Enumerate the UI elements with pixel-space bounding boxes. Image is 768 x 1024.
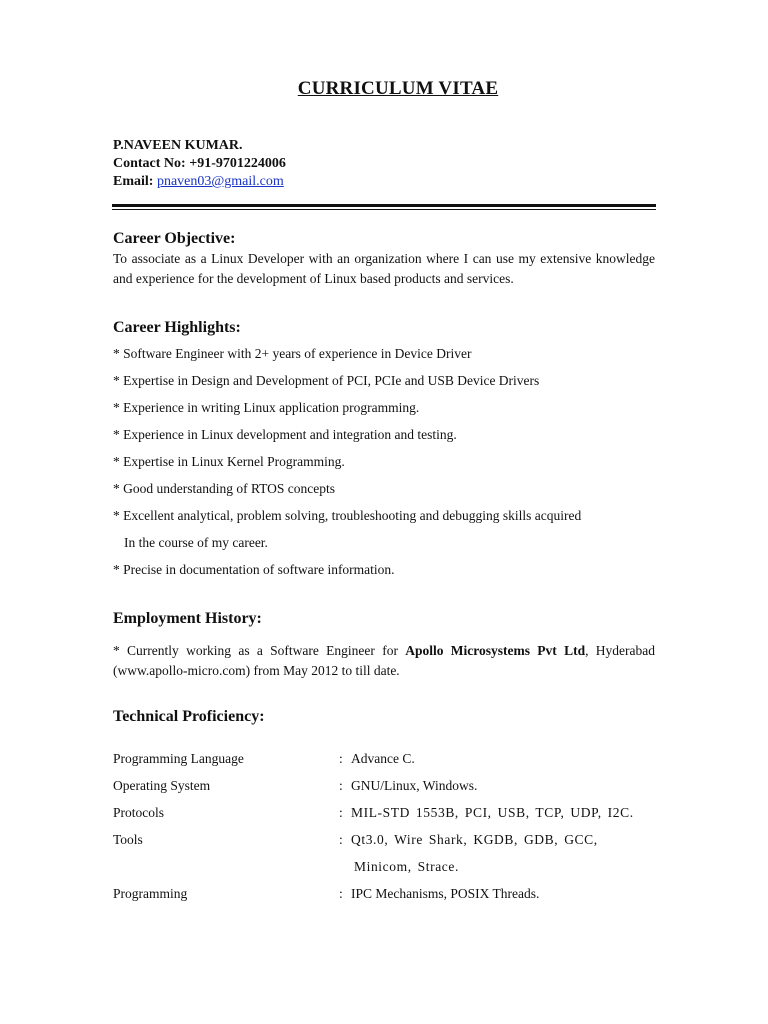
header-divider-thick: [112, 204, 656, 207]
skill-label: Programming: [113, 886, 188, 901]
skill-colon: :: [339, 805, 343, 820]
skill-label: Programming Language: [113, 751, 244, 766]
header-divider-thin: [112, 209, 656, 210]
email-label: Email:: [113, 174, 154, 189]
technical-proficiency-heading: Technical Proficiency:: [113, 708, 265, 725]
employment-suffix: , Hyderabad (www.apollo-micro.com) from May 2012 to till date.: [113, 643, 655, 678]
career-objective-text: To associate as a Linux Developer with an organization where I can use my extensive knowledge and experience for the development of Linux based products and services.: [113, 251, 655, 286]
contact-number-line: [113, 155, 286, 173]
list-item: * Software Engineer with 2+ years of experience in Device Driver: [113, 346, 472, 361]
skill-colon: :: [339, 886, 343, 901]
skill-label: Operating System: [113, 778, 211, 793]
list-item: * Expertise in Linux Kernel Programming.: [113, 454, 345, 469]
email-line: [113, 173, 286, 191]
skill-label: Protocols: [113, 805, 165, 820]
employment-history-heading: Employment History:: [113, 610, 262, 627]
skill-value-continuation: Minicom, Strace.: [354, 859, 459, 874]
skill-value: Advance C.: [351, 751, 415, 766]
candidate-name: P.NAVEEN KUMAR.: [113, 138, 243, 153]
skill-value: GNU/Linux, Windows.: [351, 778, 478, 793]
career-highlights-list: [113, 344, 581, 587]
skill-label: Tools: [113, 832, 143, 847]
list-item: * Excellent analytical, problem solving, troubleshooting and debugging skills acquired: [113, 508, 582, 523]
career-highlights-heading: Career Highlights:: [113, 319, 241, 336]
skill-colon: :: [339, 832, 343, 847]
contact-number: +91-9701224006: [189, 156, 286, 171]
skill-colon: :: [339, 751, 343, 766]
list-item-continuation: In the course of my career.: [124, 535, 268, 550]
list-item: * Expertise in Design and Development of PCI, PCIe and USB Device Drivers: [113, 373, 540, 388]
document-title: CURRICULUM VITAE: [297, 78, 499, 99]
contact-block: [113, 137, 286, 191]
skill-colon: :: [339, 778, 343, 793]
skill-value: Qt3.0, Wire Shark, KGDB, GDB, GCC,: [351, 832, 598, 847]
employer-name: Apollo Microsystems Pvt Ltd: [405, 643, 586, 658]
list-item: * Experience in writing Linux application programming.: [113, 400, 420, 415]
list-item: * Experience in Linux development and integration and testing.: [113, 427, 457, 442]
list-item: * Good understanding of RTOS concepts: [113, 481, 336, 496]
career-objective-heading: Career Objective:: [113, 230, 236, 247]
skill-value: IPC Mechanisms, POSIX Threads.: [351, 886, 540, 901]
skill-value: MIL-STD 1553B, PCI, USB, TCP, UDP, I2C.: [351, 805, 634, 820]
employment-prefix: * Currently working as a Software Engineer for: [113, 643, 406, 658]
contact-number-label: Contact No:: [113, 156, 186, 171]
list-item: * Precise in documentation of software information.: [113, 562, 395, 577]
email-link[interactable]: pnaven03@gmail.com: [156, 174, 284, 189]
employment-history-text: [113, 641, 655, 681]
